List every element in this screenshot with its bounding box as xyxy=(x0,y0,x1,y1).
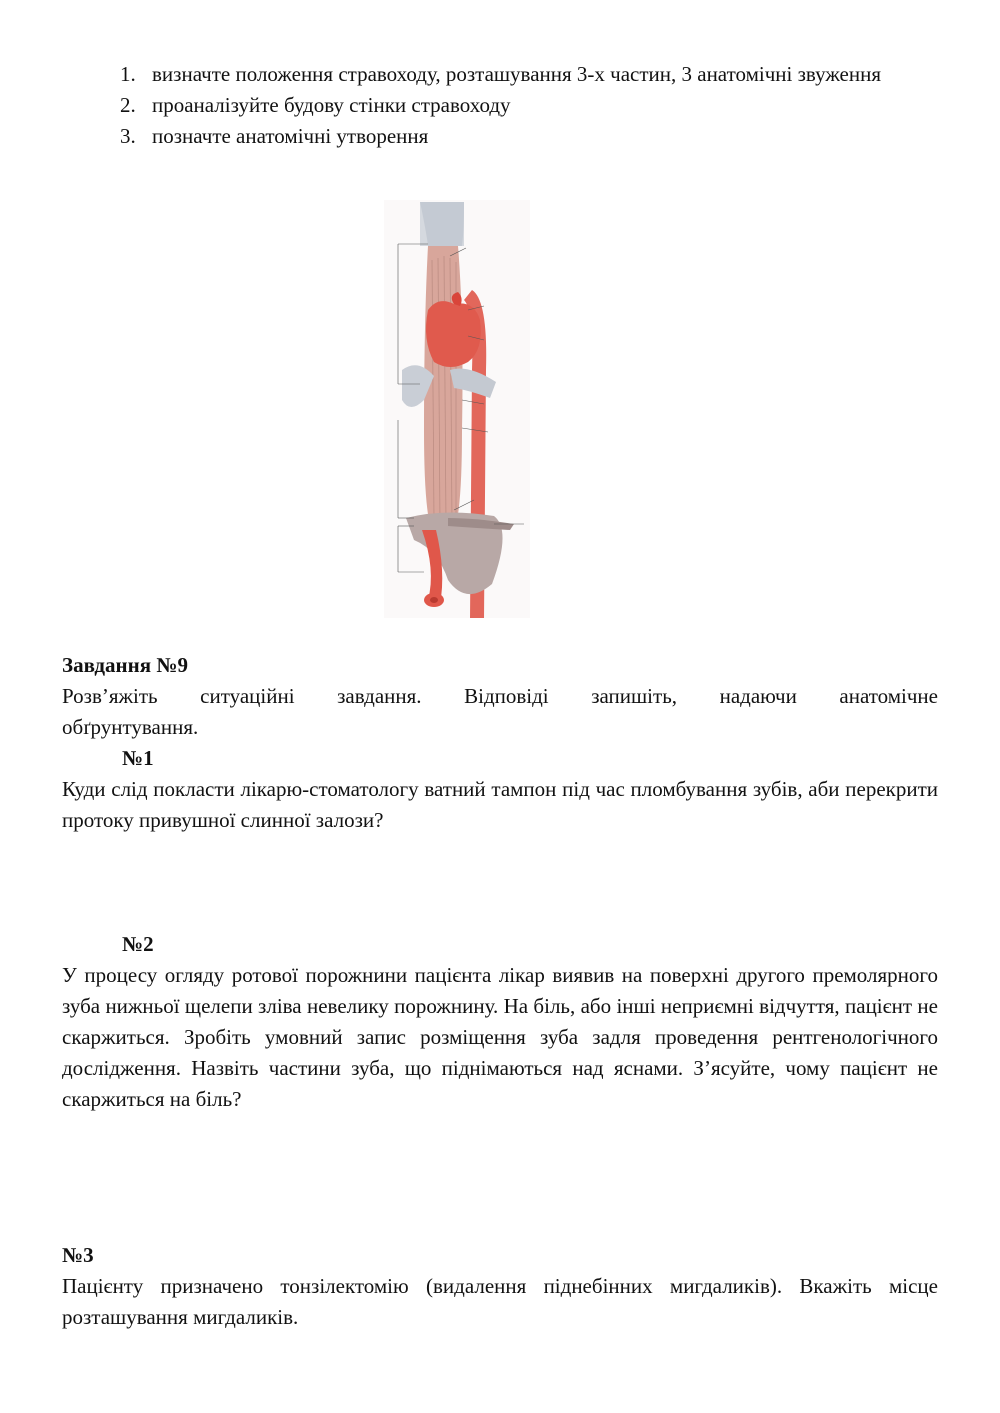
list-item-text: позначте анатомічні утворення xyxy=(152,124,429,148)
esophagus-figure xyxy=(384,200,530,618)
problem-3-label: №3 xyxy=(62,1243,94,1267)
list-item-text: проаналізуйте будову стінки стравоходу xyxy=(152,93,511,117)
list-item xyxy=(120,59,938,90)
task-9-intro-line1: Розв’яжіть ситуаційні завдання. Відповіді запишіть, надаючи анатомічне xyxy=(62,684,938,708)
problem-3-text: Пацієнту призначено тонзілектомію (видалення піднебінних мигдаликів). Вкажіть місце розташування мигдаликів. xyxy=(62,1274,938,1329)
problem-1-label: №1 xyxy=(122,746,154,770)
list-number: 3. xyxy=(120,124,136,148)
list-item-text: визначте положення стравоходу, розташування 3-х частин, 3 анатомічні звуження xyxy=(152,62,882,86)
problem-1-text: Куди слід покласти лікарю-стоматологу ватний тампон під час пломбування зубів, аби перекрити протоку привушної слинної залози? xyxy=(62,777,938,832)
problem-2-text: У процесу огляду ротової порожнини пацієнта лікар виявив на поверхні другого премолярного зуба нижньої щелепи зліва невелику порожнину. На біль, або інші неприємні відчуття, пацієнт не скаржиться. Зробіть умовний запис розміщення зуба задля проведення рентгенологічного дослідження. Назвіть частини зуба, що піднімаються над яснами. З’ясуйте, чому пацієнт не скаржиться на біль? xyxy=(62,963,938,1111)
task-9-title: Завдання №9 xyxy=(62,653,188,677)
question-list xyxy=(120,59,938,152)
problem-2-label: №2 xyxy=(122,932,154,956)
list-number: 1. xyxy=(120,62,136,86)
esophagus-anatomy-illustration xyxy=(384,200,530,618)
list-number: 2. xyxy=(120,93,136,117)
list-item xyxy=(120,121,938,152)
task-9-intro-line2: обґрунтування. xyxy=(62,715,199,739)
list-item xyxy=(120,90,938,121)
